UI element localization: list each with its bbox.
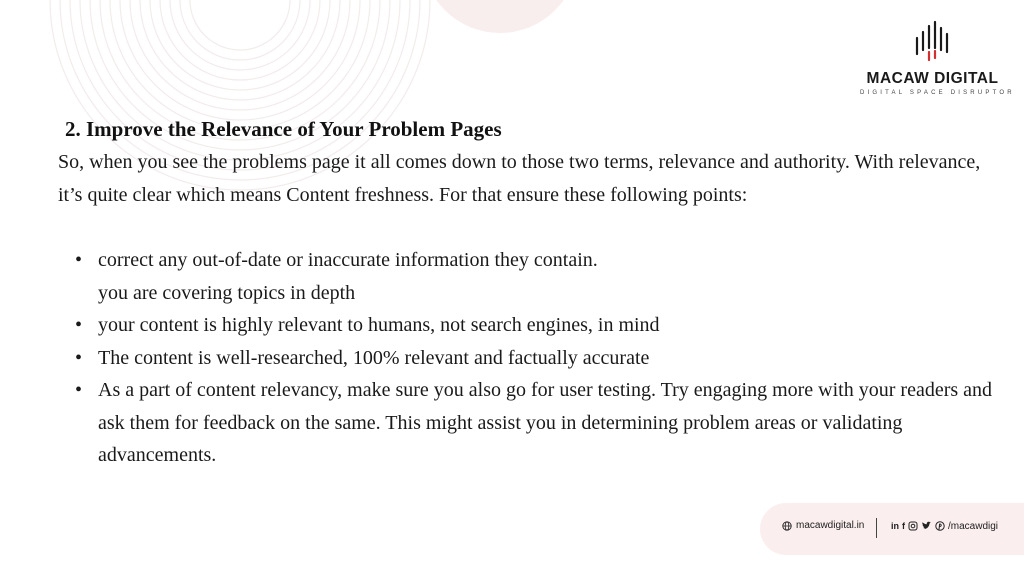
globe-icon (782, 521, 792, 531)
linkedin-icon[interactable]: in (891, 521, 899, 531)
bullet-list (75, 244, 1010, 472)
brand-name: MACAW DIGITAL (866, 70, 999, 87)
social-handle[interactable]: /macawdigi (948, 520, 999, 532)
website-link[interactable]: macawdigital.in (796, 520, 865, 531)
bullet-icon: • (75, 379, 83, 401)
list-item (75, 374, 1010, 472)
footer-divider (876, 518, 877, 538)
list-item-text: As a part of content relevancy, make sure you also go for user testing. Try engaging more with your readers and ask them for feedback on the same. This might assist you in determining problem areas or validating advancements. (98, 379, 993, 466)
list-item-text: you are covering topics in depth (98, 281, 356, 304)
brand-tagline: DIGITAL SPACE DISRUPTOR (860, 90, 1015, 96)
list-item-text: The content is well-researched, 100% relevant and factually accurate (98, 346, 650, 369)
brand-logo (860, 20, 1015, 96)
list-item (75, 277, 1010, 310)
intro-paragraph: So, when you see the problems page it all comes down to those two terms, relevance and authority. With relevance, it’s quite clear which means Content freshness. For that ensure these following points: (58, 151, 981, 206)
twitter-icon[interactable] (921, 521, 932, 531)
list-item (75, 244, 1010, 277)
facebook-icon[interactable]: f (902, 521, 905, 531)
list-item (75, 342, 1010, 375)
bullet-icon: • (75, 314, 83, 336)
instagram-icon[interactable] (908, 521, 918, 531)
footer-website[interactable] (782, 520, 864, 531)
section-heading: 2. Improve the Relevance of Your Problem Pages (65, 117, 502, 141)
list-item-text: your content is highly relevant to humans, not search engines, in mind (98, 314, 660, 336)
footer-social (891, 520, 998, 532)
logo-bars-icon (913, 20, 953, 64)
bullet-icon: • (75, 346, 83, 369)
list-item (75, 309, 1010, 342)
pinterest-icon[interactable] (935, 521, 945, 531)
bullet-icon: • (75, 249, 83, 271)
list-item-text: correct any out-of-date or inaccurate information they contain. (98, 249, 598, 271)
